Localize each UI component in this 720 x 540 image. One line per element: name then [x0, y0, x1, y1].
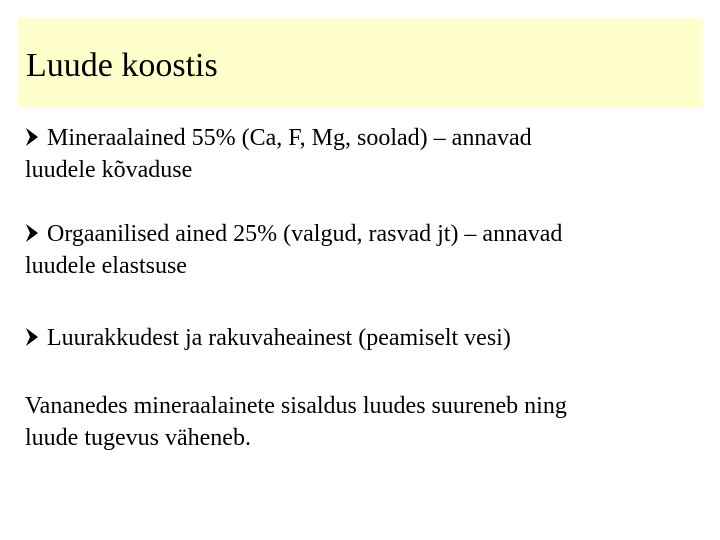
bullet-text-organic-line1: Orgaanilised ained 25% (valgud, rasvad jt) – annavad [47, 221, 563, 247]
bullet-text-organic-line2: luudele elastsuse [25, 253, 187, 279]
arrow-bullet-icon [25, 327, 39, 347]
arrow-bullet-icon [25, 223, 39, 243]
bullet-item-organic [25, 218, 705, 282]
bullet-item-cells [25, 322, 705, 354]
title-banner [18, 18, 703, 108]
conclusion-line1: Vananedes mineraalainete sisaldus luudes suureneb ning [25, 393, 567, 419]
bullet-text-minerals-line2: luudele kõvaduse [25, 157, 193, 183]
conclusion-line2: luude tugevus väheneb. [25, 425, 251, 451]
bullet-text-cells-line1: Luurakkudest ja rakuvaheainest (peamiselt vesi) [47, 325, 511, 351]
bullet-line [25, 322, 705, 354]
arrow-bullet-icon [25, 127, 39, 147]
bullet-line [25, 122, 705, 154]
bullet-line [25, 218, 705, 250]
slide-title: Luude koostis [26, 47, 218, 84]
bullet-item-minerals [25, 122, 705, 186]
bullet-text-minerals-line1: Mineraalained 55% (Ca, F, Mg, soolad) – annavad [47, 125, 532, 151]
conclusion-paragraph [25, 390, 705, 454]
